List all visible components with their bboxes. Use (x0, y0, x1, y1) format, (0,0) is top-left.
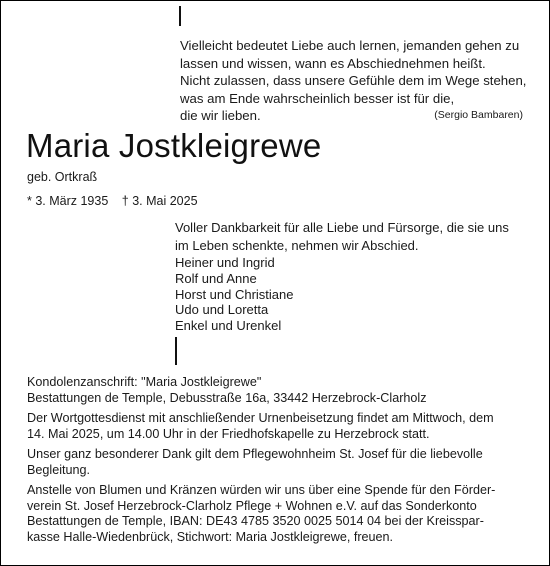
family-member: Rolf und Anne (175, 270, 257, 286)
poem-line: die wir lieben. (180, 108, 261, 123)
birth-date: * 3. März 1935 (27, 194, 109, 208)
poem-attribution: (Sergio Bambaren) (434, 109, 523, 121)
donation-line: kasse Halle-Wiedenbrück, Stichwort: Maria Jostkleigrewe, freuen. (27, 529, 394, 544)
gratitude-line: Unser ganz besonderer Dank gilt dem Pflegewohnheim St. Josef für die liebevolle (27, 447, 483, 461)
condolence-address (27, 375, 527, 406)
condolence-line: Kondolenzanschrift: "Maria Jostkleigrewe" (27, 375, 262, 389)
gratitude-line: Begleitung. (27, 462, 91, 477)
service-info (27, 411, 527, 442)
family-member: Heiner und Ingrid (175, 255, 275, 270)
condolence-line: Bestattungen de Temple, Debusstraße 16a, 33442 Herzebrock-Clarholz (27, 390, 427, 405)
donation-line: Anstelle von Blumen und Kränzen würden wir uns über eine Spende für den Förder- (27, 483, 496, 497)
donation-line: verein St. Josef Herzebrock-Clarholz Pflege + Wohnen e.V. auf das Sonderkonto (27, 498, 477, 513)
middle-divider-line (175, 337, 177, 365)
family-list (175, 255, 294, 334)
poem-line: was am Ende wahrscheinlich besser ist für die, (180, 90, 455, 106)
poem-line: lassen und wissen, wann es Abschiednehmen heißt. (180, 55, 486, 71)
thanks-line: im Leben schenkte, nehmen wir Abschied. (175, 237, 419, 253)
gratitude-text (27, 447, 527, 478)
death-date: † 3. Mai 2025 (121, 194, 198, 208)
life-dates (27, 194, 198, 208)
top-divider-line (179, 6, 181, 26)
service-line: Der Wortgottesdienst mit anschließender Urnenbeisetzung findet am Mittwoch, dem (27, 411, 494, 425)
poem-line: Nicht zulassen, dass unsere Gefühle dem im Wege stehen, (180, 73, 527, 88)
thanks-line: Voller Dankbarkeit für alle Liebe und Fürsorge, die sie uns (175, 220, 509, 235)
service-line: 14. Mai 2025, um 14.00 Uhr in der Friedhofskapelle zu Herzebrock statt. (27, 426, 430, 441)
notice-details (27, 375, 527, 545)
birth-name: geb. Ortkraß (27, 170, 98, 184)
donation-info (27, 483, 527, 545)
family-member: Horst und Christiane (175, 286, 294, 302)
thanks-text (175, 219, 525, 254)
family-member: Enkel und Urenkel (175, 318, 282, 334)
poem-line: Vielleicht bedeutet Liebe auch lernen, jemanden gehen zu (180, 38, 520, 53)
deceased-name: Maria Jostkleigrewe (26, 127, 322, 164)
donation-line: Bestattungen de Temple, IBAN: DE43 4785 3520 0025 5014 04 bei der Kreisspar- (27, 514, 484, 528)
family-member: Udo und Loretta (175, 302, 269, 318)
